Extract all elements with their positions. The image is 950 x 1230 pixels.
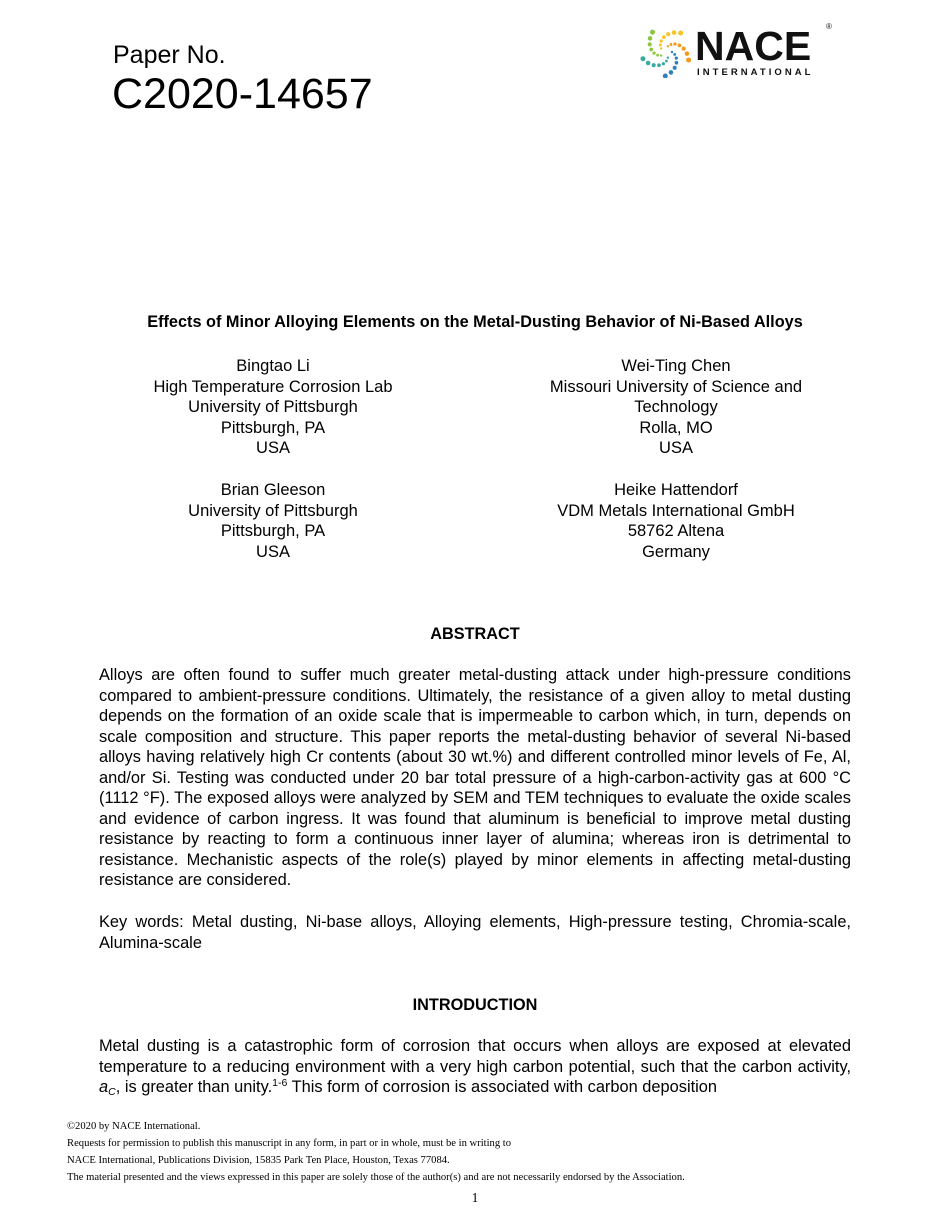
author-name: Bingtao Li [236, 357, 310, 375]
logo-dot [662, 62, 665, 65]
author-affiliation-line: 58762 Altena [627, 522, 725, 541]
author-affiliation-line: Technology [634, 398, 718, 417]
paper-number: C2020-14657 [112, 70, 373, 118]
author-affiliation-line: Pittsburgh, PA [220, 418, 326, 437]
logo-dot [678, 31, 683, 36]
logo-dot [666, 32, 670, 36]
carbon-activity-subscript: C [108, 1086, 116, 1098]
logo-dot [675, 61, 679, 65]
introduction-heading: INTRODUCTION [412, 996, 538, 1014]
footer-permission: Requests for permission to publish this manuscript in any form, in part or in whole, must be in writing to [67, 1138, 512, 1149]
author-affiliation-line: USA [659, 439, 693, 458]
logo-dot [662, 35, 666, 39]
logo-dot [650, 30, 655, 35]
logo-dot [682, 47, 686, 51]
footer-disclaimer: The material presented and the views expressed in this paper are solely those of the author(s) and are not necessarily endorsed by the Association. [67, 1172, 685, 1183]
logo-dot [656, 54, 659, 57]
logo-dot [649, 48, 653, 52]
logo-dot [652, 52, 655, 55]
author-block [98, 356, 448, 459]
author-affiliation-line: Missouri University of Science and [549, 377, 803, 396]
footer-copyright: ©2020 by NACE International. [67, 1121, 201, 1132]
logo-dot [669, 70, 674, 75]
author-affiliation-line: Rolla, MO [639, 418, 713, 437]
author-affiliation-line: USA [256, 542, 290, 561]
page-number: 1 [471, 1190, 479, 1205]
author-affiliation-line: VDM Metals International GmbH [557, 501, 795, 520]
logo-dot [667, 57, 669, 59]
citation-superscript: 1-6 [272, 1077, 288, 1089]
logo-dot [686, 58, 691, 63]
carbon-activity-symbol: a [99, 1078, 109, 1096]
logo-dot [659, 44, 662, 47]
logo-dot [648, 36, 653, 41]
logo-dot [660, 39, 663, 42]
logo-dot [657, 63, 661, 67]
introduction-body [99, 1036, 851, 1098]
logo-dot [678, 44, 682, 48]
author-block [501, 480, 851, 562]
logo-dot [673, 42, 676, 45]
author-affiliation-line: Pittsburgh, PA [220, 522, 326, 541]
keywords: Key words: Metal dusting, Ni-base alloys, Alloying elements, High-pressure testing, Chromia-scale, Alumina-scale [99, 913, 851, 952]
logo-dot [660, 47, 662, 49]
logo-dot [648, 42, 652, 46]
author-affiliation-line: High Temperature Corrosion Lab [153, 377, 393, 396]
author-affiliation-line: USA [256, 439, 290, 458]
logo-dot [672, 30, 677, 35]
nace-logo-dots-icon [640, 26, 692, 78]
author-block [501, 356, 851, 459]
logo-dot [673, 66, 677, 70]
logo-dot [671, 51, 673, 53]
author-affiliation-line: Germany [642, 542, 710, 561]
paper-label: Paper No. [113, 41, 226, 69]
logo-dot [685, 51, 690, 56]
logo-dot [675, 56, 678, 59]
abstract-heading: ABSTRACT [430, 625, 520, 643]
nace-logo [640, 22, 840, 82]
intro-text: Metal dusting is a catastrophic form of corrosion that occurs when alloys are exposed at elevated temperature to a reducing environment with a very high carbon potential, such that the carbon activity, [99, 1037, 851, 1076]
logo-dot [660, 54, 662, 56]
logo-registered-mark: ® [826, 22, 832, 31]
paper-title: Effects of Minor Alloying Elements on the Metal-Dusting Behavior of Ni-Based Alloys [147, 313, 803, 331]
footer-address: NACE International, Publications Division, 15835 Park Ten Place, Houston, Texas 77084. [67, 1155, 450, 1166]
author-block [98, 480, 448, 562]
intro-text: This form of corrosion is associated with carbon deposition [287, 1078, 718, 1096]
logo-dot [665, 60, 668, 63]
logo-word: NACE [695, 23, 812, 69]
logo-dot [663, 73, 668, 78]
logo-dot [670, 43, 673, 46]
intro-text: , is greater than unity. [115, 1078, 273, 1096]
logo-dot [652, 63, 656, 67]
author-affiliation-line: University of Pittsburgh [188, 398, 358, 417]
logo-subword: INTERNATIONAL [697, 67, 814, 78]
logo-dot [640, 56, 645, 61]
logo-dot [646, 61, 651, 66]
logo-dot [667, 45, 669, 47]
logo-dot [673, 53, 676, 56]
author-name: Brian Gleeson [220, 481, 326, 499]
author-affiliation-line: University of Pittsburgh [188, 501, 358, 520]
abstract-body: Alloys are often found to suffer much greater metal-dusting attack under high-pressure conditions compared to ambient-pressure conditions. Ultimately, the resistance of a given alloy to metal dusting depends on the formation of an oxide scale that is impermeable to carbon which, in turn, depends on scale composition and structure. This paper reports the metal-dusting behavior of several Ni-based alloys having relatively high Cr contents (about 30 wt.%) and different controlled minor levels of Fe, Al, and/or Si. Testing was conducted under 20 bar total pressure of a high-carbon-activity gas at 600 °C (1112 °F). The exposed alloys were analyzed by SEM and TEM techniques to evaluate the oxide scales and evidence of carbon ingress. It was found that aluminum is beneficial to improve metal dusting resistance by reacting to form a continuous inner layer of alumina; whereas iron is detrimental to resistance. Mechanistic aspects of the role(s) played by minor elements in affecting metal-dusting resistance are considered. [99, 666, 851, 889]
author-name: Wei-Ting Chen [621, 357, 731, 375]
author-name: Heike Hattendorf [614, 481, 738, 499]
